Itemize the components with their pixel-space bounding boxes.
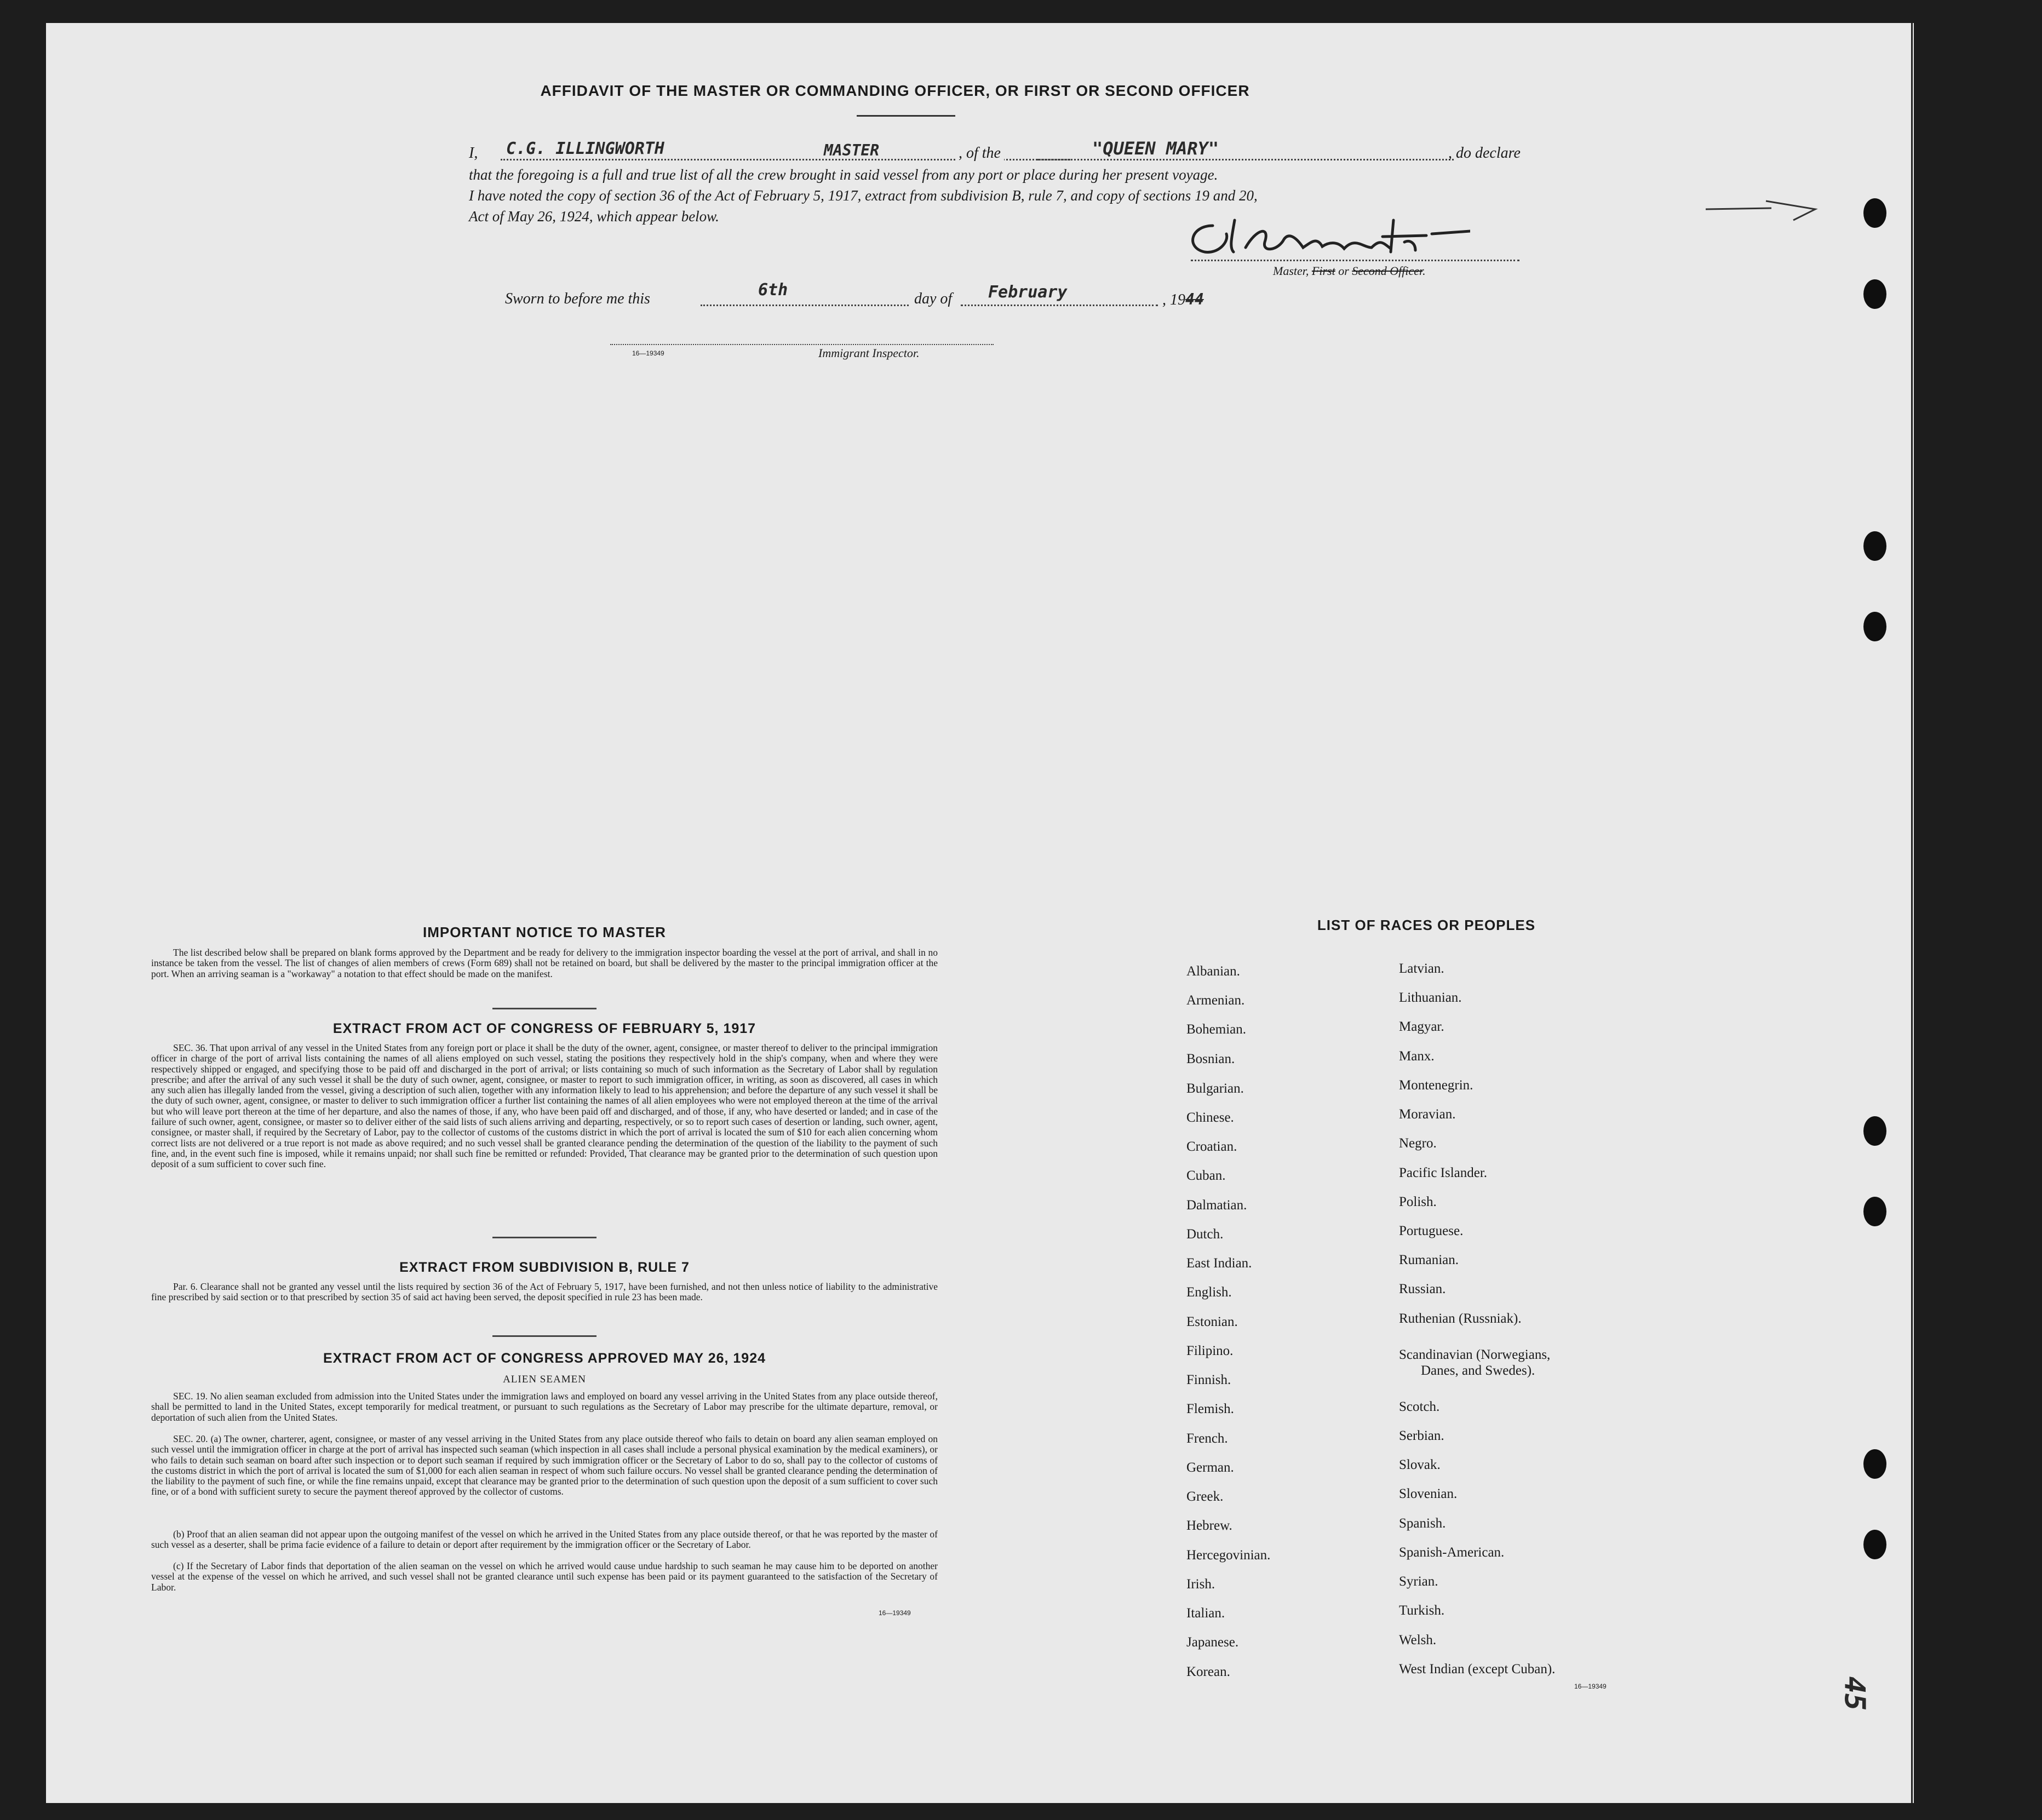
divider <box>492 1008 596 1009</box>
inspector-label: Immigrant Inspector. <box>818 346 920 360</box>
race-left: English. <box>1186 1285 1232 1300</box>
sworn-text: Sworn to before me this <box>505 290 650 307</box>
race-left: Bulgarian. <box>1186 1081 1244 1096</box>
extract1-text: SEC. 36. That upon arrival of any vessel in the United States from any foreign port or place it shall be the duty of the owner, agent, consignee, or master thereof to deliver to the principal immigration officer in charge of the port of arrival lists containing the names of all aliens employed on such vessel, stating the positions they respectively hold in the ship's company, when and where they were respectively shipped or engaged, and specifying those to be paid off and discharged in the port of arrival; or lists containing so much of such information as the Secretary of Labor shall by regulation prescribe; and after the arrival of any such vessel it shall be the duty of such owner, agent, consignee, or master to report to such immigration officer, in writing, as soon as discovered, all cases in which any such alien has illegally landed from the vessel, giving a description of such alien, together with any information likely to lead to his apprehension; and before the departure of any such vessel it shall be the duty of such owner, agent, consignee, or master to deliver to such immigration officer a further list containing the names of all alien employees who were not employed thereon at the time of the arrival but who will leave port thereon at the time of her departure, and also the names of those, if any, who have been paid off and discharged, and of those, if any, who have deserted or landed; and in case of the failure of such owner, agent, consignee, or master so to deliver either of the said lists of such aliens arriving and departing, respectively, or so to report such cases of desertion or landing, such owner, agent, consignee, or master shall, if required by the Secretary of Labor, pay to the collector of customs of the customs district in which the port of arrival is located the sum of $10 for each alien concerning whom correct lists are not delivered or a true report is not made as above required; and no such vessel shall be granted clearance pending the determination of the question of the liability to the payment of such fine, and, in the event such fine is imposed, while it remains unpaid; nor shall such fine be remitted or refunded: Provided, That clearance may be granted prior to the determination of such question upon deposit of a sum sufficient to cover such fine. <box>151 1042 938 1170</box>
punch-hole <box>1863 198 1886 228</box>
race-left: Korean. <box>1186 1664 1230 1679</box>
race-left: Albanian. <box>1186 964 1240 979</box>
race-right: Slovenian. <box>1399 1486 1458 1501</box>
text-year <box>1162 290 1204 309</box>
race-right: Pacific Islander. <box>1399 1166 1488 1180</box>
punch-hole <box>1863 1116 1886 1146</box>
extract3-section-20b: (b) Proof that an alien seaman did not appear upon the outgoing manifest of the vessel on which he arrived in the United States from any place outside thereof, or that he was reported by the master of such vessel as a deserter, shall be prima facie evidence of a failure to detain or deport after requirement by the immigration officer or the Secretary of Labor. <box>151 1529 938 1551</box>
declaration-line-4: Act of May 26, 1924, which appear below. <box>469 208 719 225</box>
race-left: Flemish. <box>1186 1402 1234 1416</box>
text-i: I, <box>469 145 478 162</box>
divider <box>492 1335 596 1337</box>
race-left: Croatian. <box>1186 1139 1237 1154</box>
signature-label-or: or <box>1335 264 1352 278</box>
races-heading: LIST OF RACES OR PEOPLES <box>1317 917 1536 933</box>
race-right: Magyar. <box>1399 1019 1444 1034</box>
race-right: Danes, and Swedes). <box>1421 1363 1535 1378</box>
race-left: German. <box>1186 1460 1234 1475</box>
extract2-heading: EXTRACT FROM SUBDIVISION B, RULE 7 <box>399 1260 690 1275</box>
race-left: Dutch. <box>1186 1227 1224 1242</box>
race-right: Rumanian. <box>1399 1253 1459 1267</box>
race-right: Slovak. <box>1399 1457 1441 1472</box>
document-sheet <box>46 23 1914 1803</box>
races-form-number: 16—19349 <box>1574 1683 1607 1690</box>
race-right: Syrian. <box>1399 1574 1438 1589</box>
race-right: Latvian. <box>1399 961 1444 976</box>
punch-hole <box>1863 279 1886 309</box>
signature-line <box>1191 260 1519 261</box>
extract3-subheading: ALIEN SEAMEN <box>503 1374 586 1385</box>
margin-page-number: 45 <box>1838 1676 1871 1711</box>
divider <box>492 1237 596 1238</box>
race-left: Italian. <box>1186 1606 1225 1621</box>
race-left: Japanese. <box>1186 1635 1239 1650</box>
race-right: Negro. <box>1399 1136 1437 1151</box>
race-left: Cuban. <box>1186 1168 1226 1183</box>
sworn-month-line <box>961 305 1158 306</box>
master-name: C.G. ILLINGWORTH <box>506 139 664 158</box>
signature-label-master: Master, <box>1273 264 1312 278</box>
affidavit-heading: AFFIDAVIT OF THE MASTER OR COMMANDING OFFICER, OR FIRST OR SECOND OFFICER <box>540 82 1250 99</box>
race-left: Bohemian. <box>1186 1022 1247 1037</box>
race-right: Spanish. <box>1399 1516 1446 1531</box>
punch-hole <box>1863 1530 1886 1559</box>
affidavit-form-number: 16—19349 <box>632 349 664 357</box>
vessel-line <box>1037 159 1454 160</box>
race-right: Portuguese. <box>1399 1224 1464 1238</box>
race-right: Polish. <box>1399 1195 1437 1209</box>
race-right: Welsh. <box>1399 1633 1437 1647</box>
race-right: Scandinavian (Norwegians, <box>1399 1347 1551 1362</box>
race-left: Chinese. <box>1186 1110 1234 1125</box>
race-left: French. <box>1186 1431 1228 1446</box>
race-left: East Indian. <box>1186 1256 1252 1271</box>
race-left: Hercegovinian. <box>1186 1548 1271 1563</box>
extract3-heading: EXTRACT FROM ACT OF CONGRESS APPROVED MAY 26, 1924 <box>323 1351 766 1366</box>
master-rank: MASTER <box>824 141 880 159</box>
declaration-line-2: that the foregoing is a full and true list of all the crew brought in said vessel from any port or place during her present voyage. <box>469 167 1218 183</box>
race-right: Russian. <box>1399 1282 1446 1296</box>
text-of-the: , of the <box>955 145 1004 162</box>
race-left: Dalmatian. <box>1186 1198 1247 1213</box>
race-right: Serbian. <box>1399 1428 1444 1443</box>
sworn-day-line <box>701 305 909 306</box>
notice-text: The list described below shall be prepared on blank forms approved by the Department and be ready for delivery to the immigration inspector boarding the vessel at the port of arrival, and shall in no instance be taken from the vessel. The list of changes of alien members of crews (Form 689) shall not be retained on board, but shall be delivered by the master to the principal immigration officer at the port. When an arriving seaman is a "workaway" a notation to that effect should be made on the manifest. <box>151 947 938 979</box>
margin-vertical-line <box>1911 23 1913 1803</box>
signature-label-second: Second Officer <box>1352 264 1423 278</box>
punch-hole <box>1863 1197 1886 1226</box>
race-right: Lithuanian. <box>1399 990 1462 1005</box>
pen-mark <box>1706 187 1826 231</box>
extract2-text: Par. 6. Clearance shall not be granted any vessel until the lists required by section 36 of the Act of February 5, 1917, have been furnished, and not then unless notice of liability to the administrative fine prescribed by said section or to that prescribed by section 35 of said act having been served, the deposit specified in rule 23 has been made. <box>151 1281 938 1303</box>
signature-label-first: First <box>1311 264 1335 278</box>
year-prefix: , 19 <box>1162 291 1185 308</box>
race-right: Scotch. <box>1399 1399 1440 1414</box>
race-right: Manx. <box>1399 1049 1435 1064</box>
extract3-section-20a: SEC. 20. (a) The owner, charterer, agent, consignee, or master of any vessel arriving in the United States from any place outside thereof who fails to detain on board any alien seaman employed on such vessel until the immigration officer in charge at the port of arrival has inspected such seaman (which inspection in all cases shall include a personal physical examination by the medical examiners), or who fails to detain such seaman on board after such inspection or to deport such seaman if required by such immigration officer or the Secretary of Labor to do so, shall pay to the collector of customs of the customs district in which the port of arrival is located the sum of $1,000 for each alien seaman in respect of whom such failure occurs. No vessel shall be granted clearance pending the determination of the liability to the payment of such fine, or while the fine remains unpaid, except that clearance may be granted prior to the determination of such question upon the deposit of a sum sufficient to cover such fine, or of a bond with sufficient surety to secure the payment thereof approved by the collector of customs. <box>151 1433 938 1497</box>
race-right: West Indian (except Cuban). <box>1399 1662 1556 1677</box>
race-left: Filipino. <box>1186 1344 1234 1358</box>
race-right: Moravian. <box>1399 1107 1456 1122</box>
race-left: Irish. <box>1186 1577 1215 1592</box>
inspector-line <box>610 344 994 345</box>
notice-heading: IMPORTANT NOTICE TO MASTER <box>423 924 666 940</box>
signature-label-period: . <box>1422 264 1426 278</box>
race-right: Montenegrin. <box>1399 1078 1473 1093</box>
race-right: Ruthenian (Russniak). <box>1399 1311 1522 1326</box>
punch-hole <box>1863 531 1886 561</box>
race-right: Spanish-American. <box>1399 1545 1505 1560</box>
sworn-month: February <box>988 283 1068 302</box>
signature-label <box>1273 264 1426 278</box>
race-left: Armenian. <box>1186 993 1245 1008</box>
race-left: Finnish. <box>1186 1373 1231 1387</box>
notice-form-number: 16—19349 <box>879 1609 911 1617</box>
extract3-section-19: SEC. 19. No alien seaman excluded from admission into the United States under the immigration laws and employed on board any vessel arriving in the United States from any place outside thereof, shall be permitted to land in the United States, except temporarily for medical treatment, or pursuant to such regulations as the Secretary of Labor may prescribe for the ultimate departure, removal, or deportation of such alien from the United States. <box>151 1391 938 1423</box>
race-left: Greek. <box>1186 1489 1224 1504</box>
text-day-of: day of <box>914 290 953 307</box>
vessel-name: "QUEEN MARY" <box>1092 138 1219 159</box>
extract1-heading: EXTRACT FROM ACT OF CONGRESS OF FEBRUARY 5, 1917 <box>332 1021 756 1036</box>
declaration-line-3: I have noted the copy of section 36 of the Act of February 5, 1917, extract from subdivision B, rule 7, and copy of sections 19 and 20, <box>469 187 1258 204</box>
extract3-section-20c: (c) If the Secretary of Labor finds that deportation of the alien seaman on the vessel on which he arrived would cause undue hardship to such seaman he may cause him to be deported on another vessel at the expense of the vessel on which he arrived, and such vessel shall not be granted clearance until such expense has been paid or its payment guaranteed to the satisfaction of the Secretary of Labor. <box>151 1560 938 1593</box>
race-left: Estonian. <box>1186 1314 1238 1329</box>
year-suffix: 44 <box>1185 290 1204 308</box>
race-left: Hebrew. <box>1186 1518 1232 1533</box>
punch-hole <box>1863 1449 1886 1479</box>
race-left: Bosnian. <box>1186 1052 1235 1066</box>
sworn-day: 6th <box>758 280 788 300</box>
punch-hole <box>1863 612 1886 641</box>
heading-rule <box>857 115 955 117</box>
text-do-declare: , do declare <box>1448 145 1521 162</box>
race-right: Turkish. <box>1399 1603 1445 1618</box>
